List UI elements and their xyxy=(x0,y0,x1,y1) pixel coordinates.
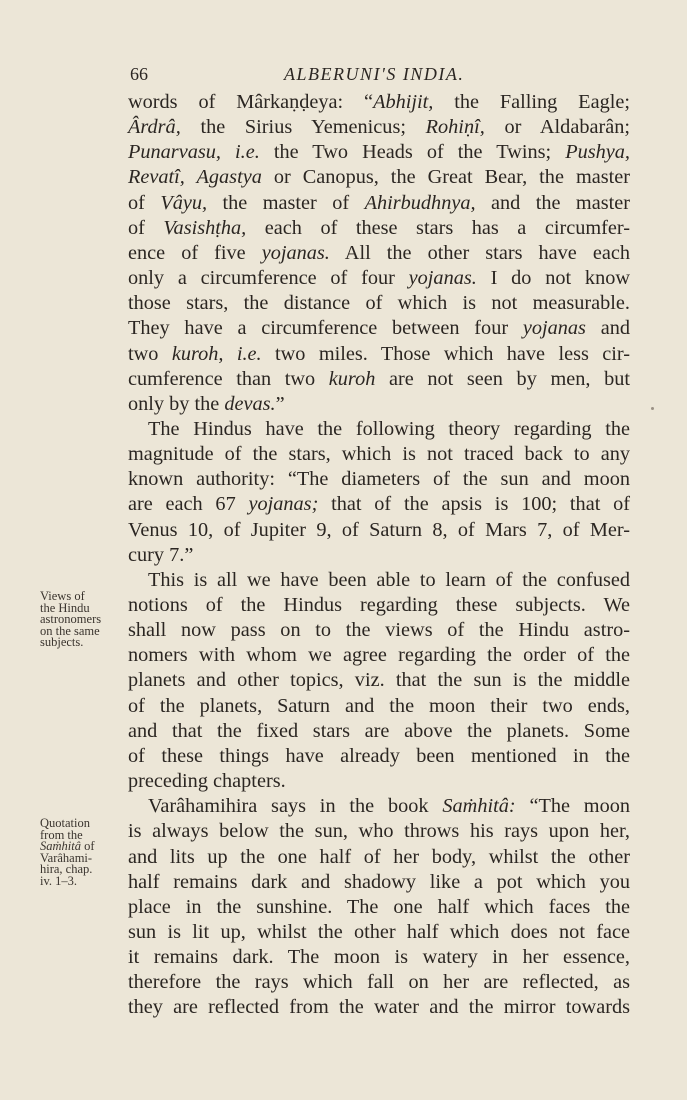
italic-run: yojanas. xyxy=(261,241,330,264)
text-run: place in the sunshine. The one half which faces the xyxy=(128,895,630,918)
text-run: sun is lit up, whilst the other half which does not face xyxy=(128,920,630,943)
text-line xyxy=(128,945,630,970)
text-run: they are reflected from the water and the mirror towards xyxy=(128,996,630,1019)
text-line xyxy=(128,392,630,417)
page-number: 66 xyxy=(130,64,148,84)
text-run: nomers with whom we agree regarding the order of the xyxy=(128,644,630,667)
running-title: ALBERUNI'S INDIA. xyxy=(284,64,465,84)
text-line xyxy=(128,794,630,819)
italic-run: Abhijit, xyxy=(373,91,434,113)
text-run: and the master xyxy=(475,191,630,214)
text-line xyxy=(128,819,630,844)
text-run: words of Mârkaṇḍeya: “ xyxy=(128,91,374,113)
text-run: of xyxy=(128,191,161,214)
text-run: those stars, the distance of which is not measurable. xyxy=(128,292,630,315)
text-line xyxy=(128,140,630,165)
text-run: astronomers xyxy=(40,612,102,626)
text-run: All the other stars have each xyxy=(329,241,630,264)
italic-run: Vâyu, xyxy=(160,191,208,214)
italic-run: Rohiṇî, xyxy=(425,116,485,139)
text-line xyxy=(128,543,630,568)
marginal-note-line xyxy=(40,873,126,888)
text-line xyxy=(128,920,630,945)
text-run: each of these stars has a circumfer- xyxy=(246,216,630,239)
italic-run: kuroh, i.e. xyxy=(171,342,262,365)
marginal-note xyxy=(40,818,126,887)
italic-run: Ahirbudhnya, xyxy=(364,191,476,214)
paper-speck xyxy=(651,407,654,410)
text-line xyxy=(128,719,630,744)
text-run: ” xyxy=(275,392,285,415)
text-run: notions of the Hindus regarding these subjects. We xyxy=(128,594,630,616)
text-run: Views of xyxy=(40,589,85,603)
italic-run: Vasishṭha, xyxy=(163,216,247,239)
italic-run: yojanas; xyxy=(248,493,319,516)
text-line xyxy=(128,593,630,618)
text-run: of these things have already been mentioned in the xyxy=(128,744,630,767)
text-line xyxy=(128,191,630,216)
text-line xyxy=(128,895,630,920)
text-line xyxy=(128,417,630,442)
text-run: subjects. xyxy=(40,635,84,649)
italic-run: Saṁhitâ xyxy=(40,839,81,853)
text-line xyxy=(128,870,630,895)
text-run: iv. 1–3. xyxy=(40,873,78,888)
text-run: the Two Heads of the Twins; xyxy=(259,141,566,164)
text-run: hira, chap. xyxy=(40,862,93,876)
text-run: are each 67 xyxy=(128,493,249,516)
text-line xyxy=(128,744,630,769)
text-run: and that the fixed stars are above the planets. Some xyxy=(128,719,630,742)
text-run: ence of five xyxy=(128,241,262,264)
text-run: it remains dark. The moon is watery in her essence, xyxy=(128,946,630,969)
text-line xyxy=(128,367,630,392)
text-run: They have a circumference between four xyxy=(128,317,523,340)
text-line xyxy=(128,568,630,593)
text-run: half remains dark and shadowy like a pot which you xyxy=(128,870,630,893)
text-run: two miles. Those which have less cir- xyxy=(261,342,630,365)
text-line xyxy=(128,492,630,517)
text-run: Varâhamihira says in the book xyxy=(148,795,443,818)
text-run: cury 7.” xyxy=(128,543,194,566)
text-line xyxy=(128,165,630,190)
italic-run: yojanas. xyxy=(408,267,477,290)
text-line xyxy=(128,342,630,367)
text-run: Varâhami- xyxy=(40,850,93,865)
text-run: and xyxy=(585,317,630,340)
text-line xyxy=(128,668,630,693)
italic-run: Saṁhitâ: xyxy=(442,795,516,818)
text-run: Quotation xyxy=(40,816,90,830)
text-run: are not seen by men, but xyxy=(375,367,630,390)
text-run: I do not know xyxy=(476,267,630,290)
text-run: This is all we have been able to learn of the confused xyxy=(148,568,630,591)
text-line xyxy=(128,316,630,341)
text-run: of xyxy=(128,216,164,239)
text-line xyxy=(128,518,630,543)
text-line xyxy=(128,995,630,1020)
text-run: shall now pass on to the views of the Hindu astro- xyxy=(128,619,630,642)
italic-run: Revatî, Agastya xyxy=(128,166,262,189)
text-line xyxy=(128,970,630,995)
text-line xyxy=(128,467,630,492)
text-run: The Hindus have the following theory regarding the xyxy=(148,417,630,440)
text-run: therefore the rays which fall on her are reflected, as xyxy=(128,971,630,994)
text-run: magnitude of the stars, which is not traced back to any xyxy=(128,443,630,466)
text-line xyxy=(128,694,630,719)
italic-run: Punarvasu, i.e. xyxy=(128,141,260,164)
text-run: of the planets, Saturn and the moon their two ends, xyxy=(128,694,630,717)
text-run: “The moon xyxy=(515,795,630,818)
italic-run: kuroh xyxy=(328,367,376,390)
italic-run: Pushya, xyxy=(565,141,630,164)
text-line xyxy=(128,845,630,870)
text-run: or Aldabarân; xyxy=(484,116,630,139)
text-run: only by the xyxy=(128,392,225,415)
text-run: the Falling Eagle; xyxy=(433,91,630,113)
italic-run: yojanas xyxy=(522,317,586,340)
text-run: that of the apsis is 100; that of xyxy=(318,493,630,516)
italic-run: devas. xyxy=(224,392,276,415)
text-run: Venus 10, of Jupiter 9, of Saturn 8, of Mars 7, of Mer- xyxy=(128,518,630,541)
text-run: only a circumference of four xyxy=(128,267,409,290)
text-run: planets and other topics, viz. that the sun is the middle xyxy=(128,669,630,692)
text-line xyxy=(128,769,630,794)
text-line xyxy=(128,216,630,241)
text-line xyxy=(128,115,630,140)
text-line xyxy=(128,442,630,467)
text-line xyxy=(128,643,630,668)
text-run: or Canopus, the Great Bear, the master xyxy=(261,166,631,189)
text-run: preceding chapters. xyxy=(128,770,286,793)
text-line xyxy=(128,241,630,266)
text-run: on the same xyxy=(40,623,100,638)
text-line xyxy=(128,618,630,643)
text-run: cumference than two xyxy=(128,367,329,390)
text-run: from the xyxy=(40,827,83,842)
text-run: and lits up the one half of her body, whilst the other xyxy=(128,845,630,868)
text-run: known authority: “The diameters of the sun and moon xyxy=(128,468,630,491)
text-line xyxy=(128,266,630,291)
text-line xyxy=(128,291,630,316)
text-run: two xyxy=(128,342,172,365)
text-run: the Sirius Yemenicus; xyxy=(180,116,426,139)
text-run: the master of xyxy=(207,191,365,214)
italic-run: Ârdrâ, xyxy=(128,116,181,139)
marginal-note-line xyxy=(40,637,126,649)
text-run: is always below the sun, who throws his rays upon her, xyxy=(128,820,630,843)
marginal-note xyxy=(40,591,126,649)
text-run: of xyxy=(80,839,95,853)
text-run: the Hindu xyxy=(40,600,90,615)
text-line xyxy=(128,90,630,115)
